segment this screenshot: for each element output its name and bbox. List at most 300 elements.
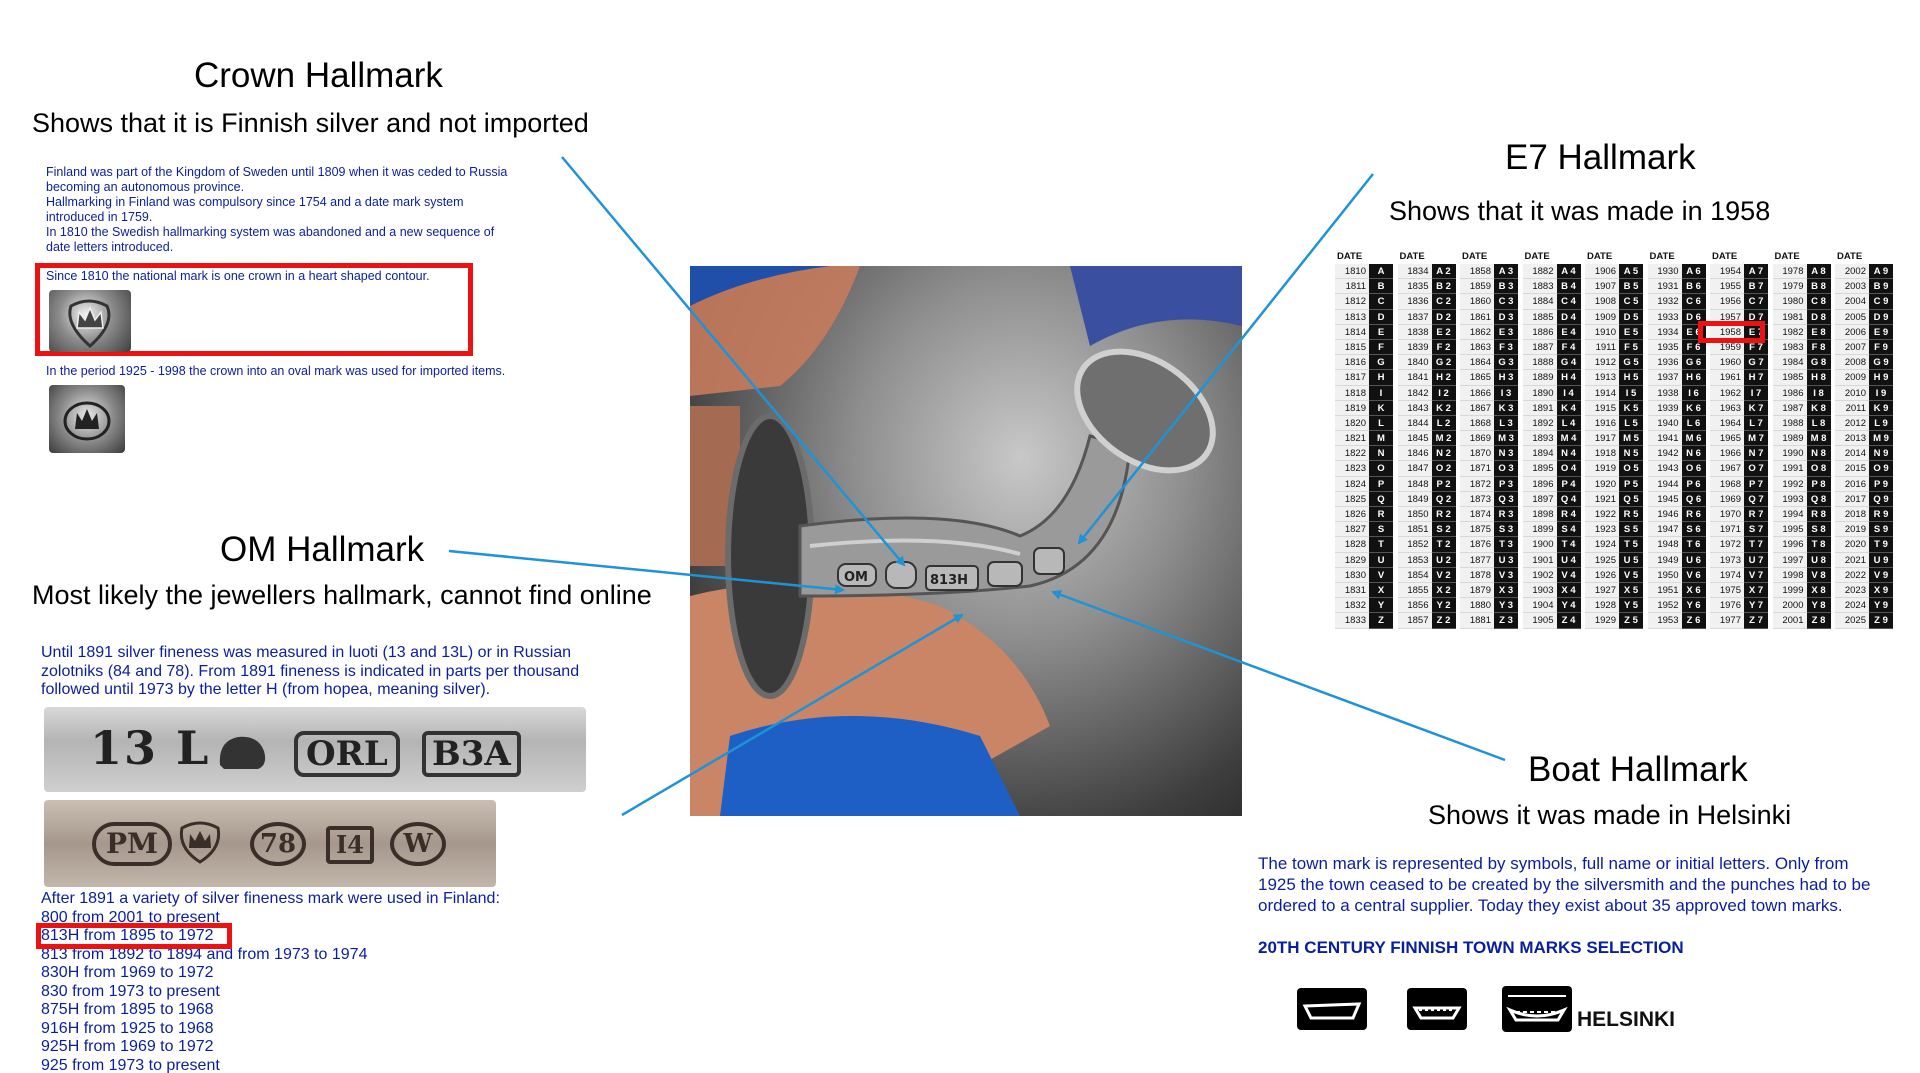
date-year: 1822	[1335, 446, 1369, 461]
date-year: 1953	[1648, 613, 1682, 628]
fineness-mark-item: 830 from 1973 to present	[41, 982, 220, 1000]
date-year: 1874	[1460, 507, 1494, 522]
date-year: 1873	[1460, 492, 1494, 507]
boat-hallmark-subtitle: Shows it was made in Helsinki	[1428, 800, 1792, 830]
date-letter: N 2	[1432, 446, 1456, 461]
date-letter: Z 7	[1744, 613, 1768, 628]
date-year: 2022	[1835, 568, 1869, 583]
date-letter: K 6	[1682, 401, 1706, 416]
date-letter: P 9	[1869, 477, 1893, 492]
date-year: 1942	[1648, 446, 1682, 461]
date-letter: X 5	[1619, 583, 1643, 598]
om-hallmark-subtitle: Most likely the jewellers hallmark, cannot find online	[32, 580, 652, 610]
date-year: 1836	[1398, 294, 1432, 309]
date-letter: B 8	[1807, 279, 1831, 294]
date-year: 1857	[1398, 613, 1432, 628]
date-year: 1844	[1398, 416, 1432, 431]
date-year: 1890	[1523, 386, 1557, 401]
date-year: 1883	[1523, 279, 1557, 294]
date-letter: F 2	[1432, 340, 1456, 355]
date-year: 1884	[1523, 294, 1557, 309]
date-letter: D 9	[1869, 310, 1893, 325]
date-year: 1848	[1398, 477, 1432, 492]
date-year: 1866	[1460, 386, 1494, 401]
date-letter: Q 7	[1744, 492, 1768, 507]
date-year: 1878	[1460, 568, 1494, 583]
date-year: 1914	[1585, 386, 1619, 401]
date-year: 1981	[1773, 310, 1807, 325]
fineness-mark-item: 813 from 1892 to 1894 and from 1973 to 1974	[41, 945, 368, 963]
date-letter: X 7	[1744, 583, 1768, 598]
date-letter: B 5	[1619, 279, 1643, 294]
date-letter: Y 9	[1869, 598, 1893, 613]
date-year: 1871	[1460, 461, 1494, 476]
date-year: 1972	[1710, 537, 1744, 552]
national-mark-note: Since 1810 the national mark is one crown in a heart shaped contour.	[46, 269, 430, 283]
date-letter: Y 2	[1432, 598, 1456, 613]
date-letter: A 2	[1432, 264, 1456, 279]
date-letter: T 9	[1869, 537, 1893, 552]
date-letter: I	[1369, 386, 1393, 401]
date-year: 1832	[1335, 598, 1369, 613]
date-letter: Q 4	[1557, 492, 1581, 507]
fineness-mark-item: 800 from 2001 to present	[41, 908, 220, 926]
date-year: 1995	[1773, 522, 1807, 537]
date-year: 1856	[1398, 598, 1432, 613]
date-year: 1904	[1523, 598, 1557, 613]
date-letter: R 6	[1682, 507, 1706, 522]
date-year: 1835	[1398, 279, 1432, 294]
date-year: 1831	[1335, 583, 1369, 598]
date-year: 1937	[1648, 370, 1682, 385]
date-year: 2016	[1835, 477, 1869, 492]
date-letter: K 5	[1619, 401, 1643, 416]
date-letter: M 2	[1432, 431, 1456, 446]
date-letter: U 3	[1494, 553, 1518, 568]
date-letter: Y 8	[1807, 598, 1831, 613]
date-letter: P 6	[1682, 477, 1706, 492]
date-letter: V 8	[1807, 568, 1831, 583]
date-letter: N 5	[1619, 446, 1643, 461]
date-year: 1916	[1585, 416, 1619, 431]
date-letter: I 4	[1557, 386, 1581, 401]
date-letter: R	[1369, 507, 1393, 522]
date-year: 1977	[1710, 613, 1744, 628]
date-letter: Z 3	[1494, 613, 1518, 628]
date-year: 1816	[1335, 355, 1369, 370]
date-letter: L 7	[1744, 416, 1768, 431]
date-letter: V 5	[1619, 568, 1643, 583]
date-year: 1950	[1648, 568, 1682, 583]
date-letter: E 5	[1619, 325, 1643, 340]
date-letter: Q 5	[1619, 492, 1643, 507]
date-year: 1931	[1648, 279, 1682, 294]
date-letter: I 5	[1619, 386, 1643, 401]
date-letter: L 6	[1682, 416, 1706, 431]
date-column-header: DATE	[1587, 251, 1613, 262]
date-year: 1880	[1460, 598, 1494, 613]
date-letter: Z	[1369, 613, 1393, 628]
date-year: 2002	[1835, 264, 1869, 279]
date-year: 1811	[1335, 279, 1369, 294]
date-year: 1851	[1398, 522, 1432, 537]
date-year: 1827	[1335, 522, 1369, 537]
date-letter: L 3	[1494, 416, 1518, 431]
date-letter: O 5	[1619, 461, 1643, 476]
date-letter: P 3	[1494, 477, 1518, 492]
date-letter: U	[1369, 553, 1393, 568]
date-year: 1828	[1335, 537, 1369, 552]
date-letter: S	[1369, 522, 1393, 537]
date-letter: X 2	[1432, 583, 1456, 598]
date-column-header: DATE	[1774, 251, 1800, 262]
date-year: 1917	[1585, 431, 1619, 446]
date-year: 1934	[1648, 325, 1682, 340]
date-letter: F 7	[1744, 340, 1768, 355]
date-letter: N 4	[1557, 446, 1581, 461]
date-year: 2009	[1835, 370, 1869, 385]
note-line: Hallmarking in Finland was compulsory since 1754 and a date mark system	[46, 195, 464, 209]
date-column-header: DATE	[1524, 251, 1550, 262]
date-letter: N	[1369, 446, 1393, 461]
date-year: 1877	[1460, 553, 1494, 568]
date-year: 1908	[1585, 294, 1619, 309]
date-letter: M 6	[1682, 431, 1706, 446]
date-letter: Z 8	[1807, 613, 1831, 628]
date-letter: Y 4	[1557, 598, 1581, 613]
date-year: 1906	[1585, 264, 1619, 279]
note-line: Until 1891 silver fineness was measured in luoti (13 and 13L) or in Russian	[41, 644, 572, 661]
date-letter: S 7	[1744, 522, 1768, 537]
date-year: 2011	[1835, 401, 1869, 416]
date-letter: H 6	[1682, 370, 1706, 385]
date-year: 1865	[1460, 370, 1494, 385]
date-year: 1998	[1773, 568, 1807, 583]
note-line: becoming an autonomous province.	[46, 180, 245, 194]
date-year: 1929	[1585, 613, 1619, 628]
date-letter: H 5	[1619, 370, 1643, 385]
date-letter: X	[1369, 583, 1393, 598]
date-year: 1847	[1398, 461, 1432, 476]
date-letter: R 5	[1619, 507, 1643, 522]
date-year: 1975	[1710, 583, 1744, 598]
date-year: 1911	[1585, 340, 1619, 355]
date-letter: M 5	[1619, 431, 1643, 446]
date-year: 1918	[1585, 446, 1619, 461]
date-year: 1978	[1773, 264, 1807, 279]
date-letter: G 4	[1557, 355, 1581, 370]
date-letter: Q 6	[1682, 492, 1706, 507]
date-letter: Q 8	[1807, 492, 1831, 507]
crown-hallmark-subtitle: Shows that it is Finnish silver and not imported	[32, 108, 589, 138]
date-year: 1915	[1585, 401, 1619, 416]
date-letter: O 8	[1807, 461, 1831, 476]
date-year: 1879	[1460, 583, 1494, 598]
date-letter: D 6	[1682, 310, 1706, 325]
stamp-13l: 13 L	[90, 721, 211, 775]
date-year: 1895	[1523, 461, 1557, 476]
date-year: 1948	[1648, 537, 1682, 552]
date-letter: R 7	[1744, 507, 1768, 522]
date-letter: X 9	[1869, 583, 1893, 598]
date-letter: M 9	[1869, 431, 1893, 446]
date-letter: K 3	[1494, 401, 1518, 416]
date-year: 1898	[1523, 507, 1557, 522]
date-letter: F	[1369, 340, 1393, 355]
date-year: 1838	[1398, 325, 1432, 340]
note-line: introduced in 1759.	[46, 210, 153, 224]
date-letter: R 2	[1432, 507, 1456, 522]
date-year: 2018	[1835, 507, 1869, 522]
date-year: 1923	[1585, 522, 1619, 537]
date-letter: V 6	[1682, 568, 1706, 583]
date-letter: H 4	[1557, 370, 1581, 385]
date-year: 1817	[1335, 370, 1369, 385]
date-letter: O 3	[1494, 461, 1518, 476]
date-year: 1886	[1523, 325, 1557, 340]
date-year: 1980	[1773, 294, 1807, 309]
stamp-78: 78	[250, 822, 306, 866]
date-year: 1839	[1398, 340, 1432, 355]
date-year: 2013	[1835, 431, 1869, 446]
date-year: 1940	[1648, 416, 1682, 431]
date-letter: B 2	[1432, 279, 1456, 294]
date-letter: U 4	[1557, 553, 1581, 568]
date-year: 2003	[1835, 279, 1869, 294]
date-letter: X 3	[1494, 583, 1518, 598]
date-letter: K 4	[1557, 401, 1581, 416]
om-connector-arrow	[449, 551, 843, 590]
date-year: 1961	[1710, 370, 1744, 385]
date-year: 1860	[1460, 294, 1494, 309]
date-letter: C 8	[1807, 294, 1831, 309]
date-year: 1947	[1648, 522, 1682, 537]
date-year: 1939	[1648, 401, 1682, 416]
date-letter: T 6	[1682, 537, 1706, 552]
date-year: 1945	[1648, 492, 1682, 507]
date-letter: E 2	[1432, 325, 1456, 340]
date-letter: E 8	[1807, 325, 1831, 340]
date-letter: Z 6	[1682, 613, 1706, 628]
date-letter: B 7	[1744, 279, 1768, 294]
date-year: 1897	[1523, 492, 1557, 507]
date-letter: E 6	[1682, 325, 1706, 340]
date-year: 1875	[1460, 522, 1494, 537]
date-year: 1854	[1398, 568, 1432, 583]
date-letter: V 2	[1432, 568, 1456, 583]
date-year: 1938	[1648, 386, 1682, 401]
date-year: 1987	[1773, 401, 1807, 416]
date-letter: L 2	[1432, 416, 1456, 431]
date-letter: G 9	[1869, 355, 1893, 370]
date-year: 1909	[1585, 310, 1619, 325]
date-year: 1946	[1648, 507, 1682, 522]
date-letter: C 3	[1494, 294, 1518, 309]
date-year: 1925	[1585, 553, 1619, 568]
e7-connector-arrow	[1079, 174, 1373, 543]
date-letter: S 9	[1869, 522, 1893, 537]
date-year: 1951	[1648, 583, 1682, 598]
date-letter: F 9	[1869, 340, 1893, 355]
date-year: 1823	[1335, 461, 1369, 476]
date-year: 1935	[1648, 340, 1682, 355]
date-year: 1955	[1710, 279, 1744, 294]
date-year: 1974	[1710, 568, 1744, 583]
date-year: 2007	[1835, 340, 1869, 355]
date-year: 1829	[1335, 553, 1369, 568]
date-year: 1958	[1710, 325, 1744, 340]
date-letter: R 3	[1494, 507, 1518, 522]
date-letter: S 3	[1494, 522, 1518, 537]
date-letter: R 9	[1869, 507, 1893, 522]
date-year: 1899	[1523, 522, 1557, 537]
date-column-header: DATE	[1462, 251, 1488, 262]
date-letter: I 7	[1744, 386, 1768, 401]
date-letter: M 8	[1807, 431, 1831, 446]
date-year: 1852	[1398, 537, 1432, 552]
date-year: 1966	[1710, 446, 1744, 461]
date-letter: E 3	[1494, 325, 1518, 340]
date-letter: H 8	[1807, 370, 1831, 385]
date-year: 1919	[1585, 461, 1619, 476]
date-year: 1930	[1648, 264, 1682, 279]
date-year: 1986	[1773, 386, 1807, 401]
date-letter: H 3	[1494, 370, 1518, 385]
helsinki-label: HELSINKI	[1577, 1008, 1676, 1031]
date-letter: A 3	[1494, 264, 1518, 279]
date-year: 1913	[1585, 370, 1619, 385]
date-year: 1928	[1585, 598, 1619, 613]
import-mark-note: In the period 1925 - 1998 the crown into an oval mark was used for imported items.	[46, 364, 506, 378]
date-year: 1992	[1773, 477, 1807, 492]
date-letter: H 2	[1432, 370, 1456, 385]
date-letter: G 3	[1494, 355, 1518, 370]
date-year: 1872	[1460, 477, 1494, 492]
date-year: 1969	[1710, 492, 1744, 507]
date-letter: V 7	[1744, 568, 1768, 583]
date-letter: M 4	[1557, 431, 1581, 446]
date-letter: D 4	[1557, 310, 1581, 325]
date-letter: L 5	[1619, 416, 1643, 431]
date-letter: Y 7	[1744, 598, 1768, 613]
date-letter: A 4	[1557, 264, 1581, 279]
date-letter: M 7	[1744, 431, 1768, 446]
date-letter: I 8	[1807, 386, 1831, 401]
fineness-intro: After 1891 a variety of silver fineness mark were used in Finland:	[41, 890, 500, 907]
date-year: 1965	[1710, 431, 1744, 446]
date-letter: B 9	[1869, 279, 1893, 294]
date-letter: S 4	[1557, 522, 1581, 537]
date-year: 1818	[1335, 386, 1369, 401]
crown-connector-arrow	[562, 157, 904, 565]
date-year: 1949	[1648, 553, 1682, 568]
date-letter: G 6	[1682, 355, 1706, 370]
date-letter: N 7	[1744, 446, 1768, 461]
note-line: In 1810 the Swedish hallmarking system was abandoned and a new sequence of	[46, 225, 495, 239]
date-year: 1815	[1335, 340, 1369, 355]
date-letter: R 8	[1807, 507, 1831, 522]
date-letter: T 8	[1807, 537, 1831, 552]
date-column-header: DATE	[1712, 251, 1738, 262]
date-letter: T 2	[1432, 537, 1456, 552]
date-year: 1887	[1523, 340, 1557, 355]
date-year: 1810	[1335, 264, 1369, 279]
date-letter: C	[1369, 294, 1393, 309]
date-year: 1863	[1460, 340, 1494, 355]
date-year: 1990	[1773, 446, 1807, 461]
fineness-mark-item: 916H from 1925 to 1968	[41, 1019, 214, 1037]
date-year: 1849	[1398, 492, 1432, 507]
date-column-header: DATE	[1837, 251, 1863, 262]
date-year: 2001	[1773, 613, 1807, 628]
date-letter: E 4	[1557, 325, 1581, 340]
date-year: 1957	[1710, 310, 1744, 325]
date-letter: I 2	[1432, 386, 1456, 401]
date-year: 1859	[1460, 279, 1494, 294]
date-year: 1868	[1460, 416, 1494, 431]
date-letter: E 9	[1869, 325, 1893, 340]
date-year: 1984	[1773, 355, 1807, 370]
date-year: 2019	[1835, 522, 1869, 537]
date-year: 1889	[1523, 370, 1557, 385]
date-year: 1893	[1523, 431, 1557, 446]
date-letter: A 7	[1744, 264, 1768, 279]
date-year: 1840	[1398, 355, 1432, 370]
date-year: 1885	[1523, 310, 1557, 325]
note-line: The town mark is represented by symbols, full name or initial letters. Only from	[1258, 854, 1849, 873]
date-year: 1933	[1648, 310, 1682, 325]
date-letter: M	[1369, 431, 1393, 446]
date-year: 1989	[1773, 431, 1807, 446]
date-letter: O 2	[1432, 461, 1456, 476]
date-letter: U 5	[1619, 553, 1643, 568]
date-year: 1960	[1710, 355, 1744, 370]
date-letter: U 2	[1432, 553, 1456, 568]
note-line: date letters introduced.	[46, 240, 174, 254]
date-year: 1920	[1585, 477, 1619, 492]
note-line: Finland was part of the Kingdom of Sweden until 1809 when it was ceded to Russia	[46, 165, 508, 179]
date-year: 1993	[1773, 492, 1807, 507]
date-year: 2014	[1835, 446, 1869, 461]
note-line: 1925 the town ceased to be created by the silversmith and the punches had to be	[1258, 875, 1871, 894]
date-letter: C 4	[1557, 294, 1581, 309]
date-year: 1976	[1710, 598, 1744, 613]
date-letter: Q 2	[1432, 492, 1456, 507]
town-marks-selection-heading: 20TH CENTURY FINNISH TOWN MARKS SELECTION	[1258, 938, 1684, 957]
date-year: 1858	[1460, 264, 1494, 279]
date-year: 2012	[1835, 416, 1869, 431]
date-year: 1845	[1398, 431, 1432, 446]
date-letter: Y 3	[1494, 598, 1518, 613]
date-year: 1813	[1335, 310, 1369, 325]
date-year: 1971	[1710, 522, 1744, 537]
fineness-connector-arrow	[622, 615, 962, 815]
stamp-b3a: B3A	[422, 731, 521, 777]
date-letter: A 9	[1869, 264, 1893, 279]
date-year: 1959	[1710, 340, 1744, 355]
date-letter: C 6	[1682, 294, 1706, 309]
date-year: 1907	[1585, 279, 1619, 294]
date-year: 1820	[1335, 416, 1369, 431]
date-year: 1968	[1710, 477, 1744, 492]
date-letter: A 8	[1807, 264, 1831, 279]
date-year: 1954	[1710, 264, 1744, 279]
date-year: 2021	[1835, 553, 1869, 568]
date-letter: O 6	[1682, 461, 1706, 476]
date-letter: A 6	[1682, 264, 1706, 279]
date-letter: S 2	[1432, 522, 1456, 537]
date-letter: Z 9	[1869, 613, 1893, 628]
